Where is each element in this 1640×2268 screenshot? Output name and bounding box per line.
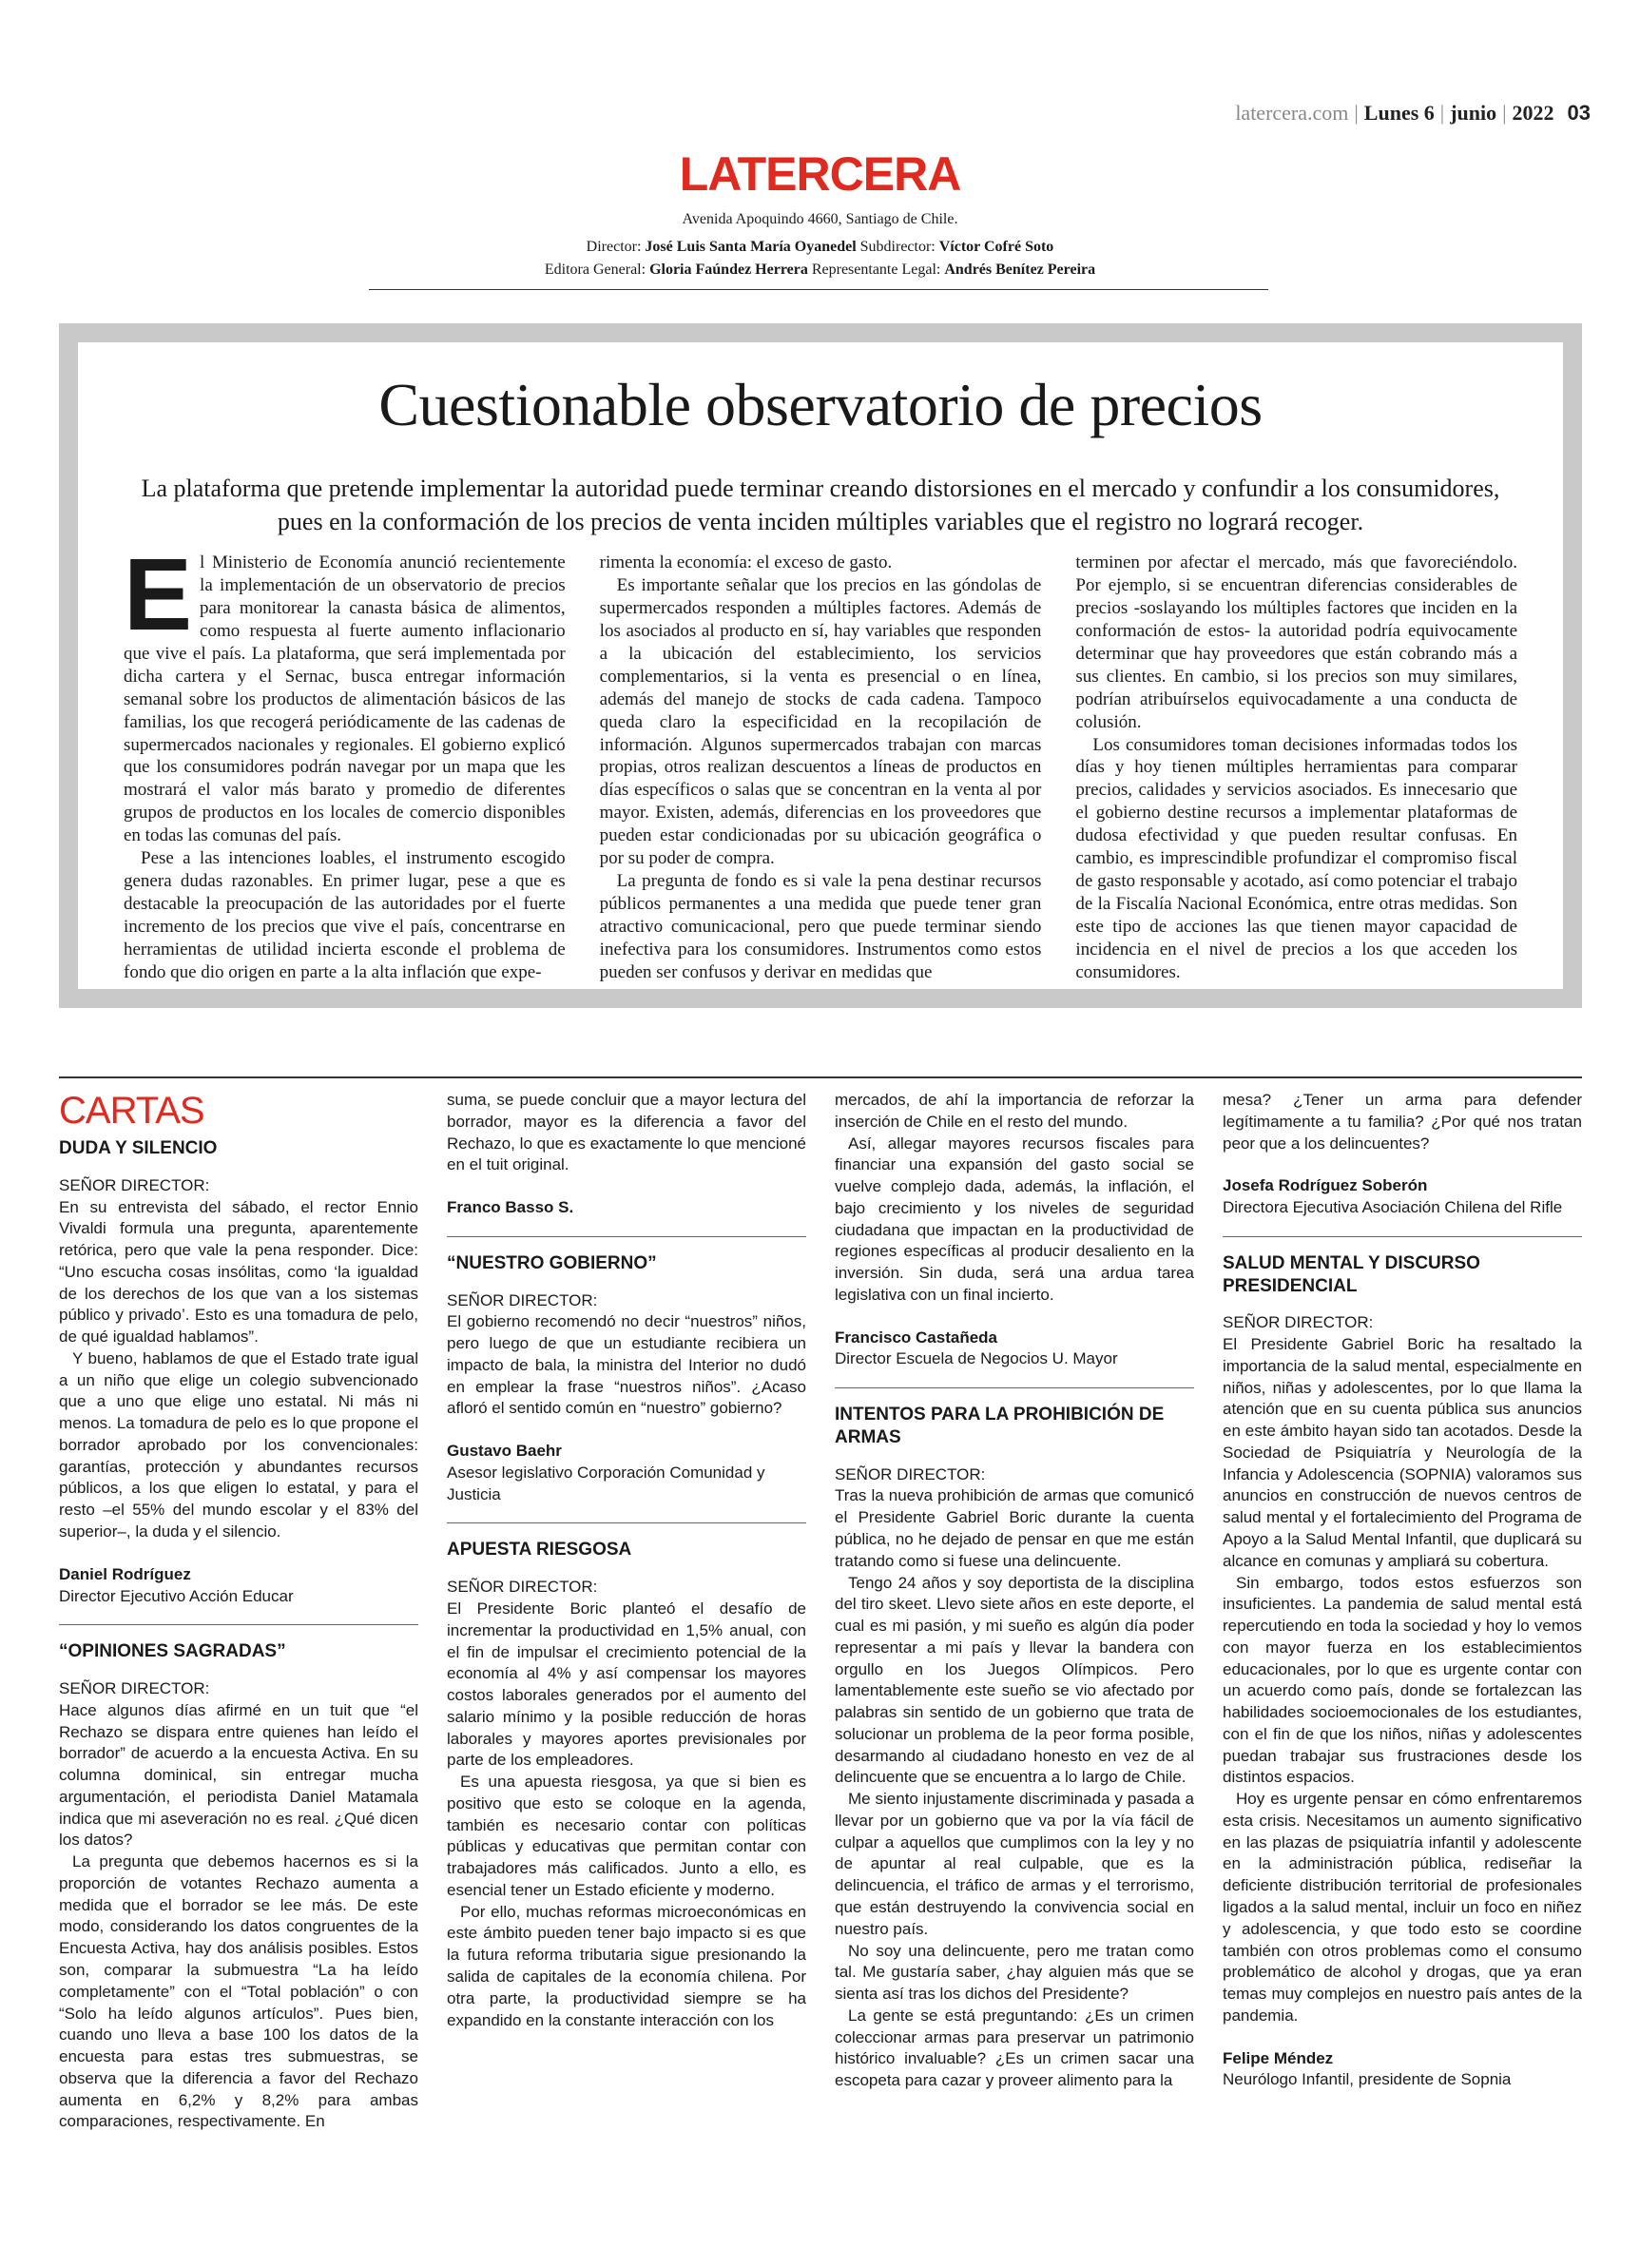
letter-signature: Josefa Rodríguez Soberón (1223, 1176, 1428, 1195)
letter-paragraph: No soy una delincuente, pero me tratan como tal. Me gustaría saber, ¿hay alguien más que se sienta así tras los dichos del Presidente? (835, 1941, 1194, 2004)
letter-salutation: SEÑOR DIRECTOR: (447, 1578, 598, 1597)
letter-paragraph: La gente se está preguntando: ¿Es un crimen coleccionar armas para preservar un patrimonio histórico invaluable? ¿Es un crimen sacar una escopeta para cazar y proveer alimento para la (835, 2006, 1194, 2090)
letter-salutation: SEÑOR DIRECTOR: (835, 1464, 986, 1483)
letter-title: SALUD MENTAL Y DISCURSO PRESIDENCIAL (1223, 1252, 1480, 1296)
cartas-section (59, 1090, 1582, 2133)
folio-year: 2022 (1512, 101, 1554, 125)
editorial-deck: La plataforma que pretende implementar la autoridad puede terminar creando distorsiones en el mercado y confundir a los consumidores, pues en la conformación de los precios de venta inciden múltiples variables que el registro no logrará recoger. (141, 475, 1500, 536)
editorial-paragraph (124, 536, 566, 847)
letter (59, 1640, 418, 2133)
folio-day: Lunes 6 (1363, 101, 1435, 125)
letter (1223, 1252, 1582, 2091)
letter-paragraph: Tras la nueva prohibición de armas que comunicó el Presidente Gabriel Boric durante la cuenta pública, no he dejado de pensar en que me están tratando como si fuese una delincuente. (835, 1486, 1194, 1570)
letter-salutation: SEÑOR DIRECTOR: (1223, 1313, 1374, 1332)
editorial-title: Cuestionable observatorio de precios (378, 371, 1263, 438)
editorial-column-2 (600, 552, 1042, 984)
letter-title: DUDA Y SILENCIO (59, 1138, 218, 1158)
letter-divider (1223, 1236, 1582, 1237)
letter-signature-role: Director Ejecutivo Acción Educar (59, 1586, 294, 1605)
letter (59, 1137, 418, 1607)
staff-label: Director: (586, 239, 642, 255)
letter-divider (835, 1387, 1194, 1388)
letter-paragraph: mesa? ¿Tener un arma para defender legítimamente a tu familia? ¿Por qué nos tratan peor que a los delincuentes? (1223, 1091, 1582, 1153)
letter-salutation: SEÑOR DIRECTOR: (59, 1679, 210, 1698)
staff-label: Editora General: (544, 262, 646, 278)
editorial-paragraph: terminen por afectar el mercado, más que favoreciéndolo. Por ejemplo, si se encuentran diferencias considerables de precios -soslayando los múltiples factores que inciden en la conformación de estos- la autoridad podría equivocamente determinar que hay proveedores que están cobrando más a sus clientes. En cambio, si los precios son muy similares, podrían atribuírselos equivocadamente a una conducta de colusión. (1075, 552, 1518, 732)
letter-paragraph: Es una apuesta riesgosa, ya que si bien es positivo que esto se coloque en la agenda, también es necesario contar con políticas públicas y educativas que permitan contar con trabajadores más calificados. Junto a ello, es esencial tener un Estado eficiente y moderno. (447, 1773, 806, 1899)
letter-paragraph: La pregunta que debemos hacernos es si la proporción de votantes Rechazo aumenta a medida que el borrador se lee más. De este modo, considerando los datos congruentes de la Encuesta Activa, hay dos análisis posibles. Estos son, comparar la submuestra “La ha leído completamente” con el “Total población” o con “Solo ha leído algunos artículos”. Pues bien, cuando uno lleva a base 100 los datos de la encuesta para estas tres submuestras, se observa que la diferencia a favor del Rechazo aumenta en 6,2% y 8,2% para ambas comparaciones, respectivamente. En (59, 1852, 418, 2131)
masthead-divider (369, 289, 1268, 290)
editorial-paragraph: Pese a las intenciones loables, el instrumento escogido genera dudas razonables. En primer lugar, pese a que es destacable la preocupación de las autoridades por el fuerte incremento de los precios que vive el país, concentrarse en herramientas de utilidad incierta esconde el problema de fondo que dio origen en parte a la alta inflación que expe- (124, 848, 566, 982)
letter-paragraph: Así, allegar mayores recursos fiscales para financiar una expansión del gasto social se vuelve complejo dada, además, la inflación, el bajo crecimiento y los niveles de seguridad ciudadana que impactan en la productividad de regiones específicas al producir desaliento en la inversión. Sin duda, será una ardua tarea legislativa con un final incierto. (835, 1134, 1194, 1304)
editorial-column-3 (1075, 552, 1517, 984)
letter-paragraph: El Presidente Boric planteó el desafío de incrementar la productividad en 1,5% anual, con el fin de impulsar el crecimiento potencial de la economía al 4% y así compensar los mayores costos laborales generados por el aumento del salario mínimo y la posible reducción de horas laborales y mayores aportes previsionales por parte de los empleadores. (447, 1599, 806, 1770)
letter-paragraph: En su entrevista del sábado, el rector Ennio Vivaldi formula una pregunta, aparentemente retórica, pero que vale la pena responder. Dice: “Uno escucha cosas insólitas, como ‘la igualdad de los derechos de los que van a los sistemas público y privado’. Esto es una tomadura de pelo, de qué igualdad hablamos”. (59, 1197, 418, 1347)
letter-divider (59, 1624, 418, 1625)
letter-paragraph: Me siento injustamente discriminada y pasada a llevar por un gobierno que va por la vía fácil de culpar a aquellos que cumplimos con la ley y no de apuntar al real culpable, que es la delincuencia, el tráfico de armas y el terrorismo, que están destruyendo la convivencia social en nuestro país. (835, 1790, 1194, 1938)
letter-signature-role: Director Escuela de Negocios U. Mayor (835, 1349, 1118, 1368)
editorial-column-1 (124, 536, 566, 984)
letter-paragraph: El Presidente Gabriel Boric ha resaltado la importancia de la salud mental, especialmente en niños, niñas y adolescentes, por lo que llama la atención que en su cuenta pública sus anuncios en este ámbito hayan sido tan acotados. Desde la Sociedad de Psiquiatría y Neurología de la Infancia y Adolescencia (SOPNIA) valoramos sus anuncios en construcción de nuevos centros de salud mental y el fortalecimiento del Programa de Apoyo a la Salud Mental Infantil, que duplicará su alcance en comunas y ampliará su cobertura. (1223, 1335, 1582, 1570)
letter (835, 1404, 1194, 2092)
letter-paragraph: Tengo 24 años y soy deportista de la disciplina del tiro skeet. Llevo siete años en este deporte, el cual es mi pasión, y mi sueño es algún día poder representar a mi país y llevar la bandera con orgullo en los Juegos Olímpicos. Pero lamentablemente este sueño se vio afectado por palabras sin sentido de un gobierno que trata de solucionar un problema de la peor forma posible, desarmando al ciudadano honesto en vez de al delincuente que se encuentra a lo largo de Chile. (835, 1573, 1194, 1787)
letter-paragraph: Hace algunos días afirmé en un tuit que “el Rechazo se dispara entre quienes han leído el borrador” de acuerdo a la encuesta Activa. En su columna dominical, sin entregar mucha argumentación, el periodista Daniel Matamala indica que mi aseveración no es real. ¿Qué dicen los datos? (59, 1700, 418, 1850)
letter-title: “OPINIONES SAGRADAS” (59, 1641, 286, 1662)
newspaper-logo: LATERCERA (679, 147, 961, 201)
masthead (0, 147, 1640, 281)
letter-salutation: SEÑOR DIRECTOR: (59, 1175, 210, 1194)
editorial-paragraph: Es importante señalar que los precios en las góndolas de supermercados responden a múltiples factores. Además de los asociados al producto en sí, hay variables que responden a la ubicación del establecimiento, los servicios complementarios, si la venta es presencial o en línea, además del manejo de stocks de cada cadena. Tampoco queda claro la especificidad en la recopilación de información. Algunos supermercados trabajan con marcas propias, otros realizan descuentos a líneas de productos en días específicos o salas que se concentran en la venta al por mayor. Existen, además, diferencias en los proveedores que pueden estar condicionadas por su ubicación geográfica o por su poder de compra. (599, 574, 1042, 869)
paragraph-text: l Ministerio de Economía anunció recientemente la implementación de un observatorio de precios para monitorear la canasta básica de alimentos, como respuesta al fuerte aumento inflacionario que vive el país. La plataforma, que será implementada por dicha cartera y el Sernac, busca entregar información semanal sobre los productos de alimentación básicos de las familias, los que recogerá periódicamente de las cadenas de supermercados nacionales y regionales. El gobierno explicó que los consumidores podrán navegar por un mapa que les mostrará el valor más barato y promedio de diferentes grupos de productos en los locales de comercio disponibles en todas las comunas del país. (124, 552, 566, 846)
letter-salutation: SEÑOR DIRECTOR: (447, 1290, 598, 1309)
letter-paragraph: El gobierno recomendó no decir “nuestros” niños, pero luego de que un estudiante recibiera un impacto de bala, la ministra del Interior no dudó en emplear la frase “nuestros niños”. ¿Acaso afloró el sentido común en “nuestro” gobierno? (447, 1312, 806, 1418)
editorial-box (59, 323, 1582, 1008)
letter-title: APUESTA RIESGOSA (447, 1540, 632, 1560)
cartas-divider (59, 1076, 1582, 1078)
letter-signature: Felipe Méndez (1223, 2048, 1334, 2067)
page-number: 03 (1567, 101, 1591, 125)
letter-paragraph: Hoy es urgente pensar en cómo enfrentaremos esta crisis. Necesitamos un aumento significativo en las plazas de psiquiatría infantil y adolescente en la administración pública, rediseñar la deficiente distribución territorial de profesionales ligados a la salud mental, incluir un foco en niñez y adolescencia, y que todo esto se coordine también con otros problemas como el consumo problemático de alcohol y drogas, que ya eran temas muy complejos en nuestro país antes de la pandemia. (1223, 1790, 1582, 2025)
letter-paragraph: Y bueno, hablamos de que el Estado trate igual a un niño que elige un colegio subvencionado que a uno que elige uno estatal. Ni más ni menos. La tomadura de pelo es lo que propone el borrador aprobado por los convencionales: garantías, protección y abundantes recursos públicos, a los que eligen lo estatal, y para el resto –el 55% del mundo escolar y el 83% del superior–, la duda y el silencio. (59, 1348, 418, 1541)
folio-month: junio (1450, 101, 1497, 125)
staff-name: Andrés Benítez Pereira (944, 262, 1096, 278)
page-folio: latercera.com | Lunes 6 | junio | 2022 03 (1235, 101, 1591, 125)
letter (447, 1539, 806, 2031)
drop-cap: E (124, 536, 193, 651)
staff-name: José Luis Santa María Oyanedel (645, 239, 857, 255)
staff-label: Subdirector: (859, 239, 936, 255)
staff-label: Representante Legal: (811, 262, 941, 278)
staff-name: Víctor Cofré Soto (938, 239, 1054, 255)
letter-paragraph: suma, se puede concluir que a mayor lectura del borrador, mayor es la diferencia a favor del Rechazo, lo que es exactamente lo que mencioné en el tuit original. (447, 1091, 806, 1174)
letter-signature-role: Directora Ejecutiva Asociación Chilena del Rifle (1223, 1198, 1563, 1217)
editorial-paragraph: Los consumidores toman decisiones informadas todos los días y hoy tienen múltiples herramientas para comparar precios, calidades y servicios asociados. Es innecesario que el gobierno destine recursos a implementar plataformas de dudosa efectividad y que pueden resultar confusas. En cambio, es imprescindible profundizar el compromiso fiscal de gasto responsable y acotado, así como potenciar el trabajo de la Fiscalía Nacional Económica, entre otras medidas. Son este tipo de acciones las que tienen mayor capacidad de incidencia en el nivel de precios a los que acceden los consumidores. (1075, 734, 1518, 982)
letter-title: “NUESTRO GOBIERNO” (447, 1252, 657, 1273)
letter-signature: Daniel Rodríguez (59, 1564, 191, 1583)
cartas-column-1 (59, 1090, 418, 2133)
cartas-column-3 (835, 1090, 1194, 2133)
letter (447, 1252, 806, 1506)
masthead-address: Avenida Apoquindo 4660, Santiago de Chile. (682, 211, 958, 227)
cartas-column-4 (1223, 1090, 1582, 2133)
masthead-staff (0, 236, 1640, 281)
letter-divider (447, 1522, 806, 1523)
staff-name: Gloria Faúndez Herrera (649, 262, 808, 278)
letter-title: INTENTOS PARA LA PROHIBICIÓN DE ARMAS (835, 1405, 1165, 1447)
letter-signature: Gustavo Baehr (447, 1442, 562, 1461)
site-url[interactable]: latercera.com (1235, 101, 1349, 125)
editorial-body (124, 536, 1518, 984)
editorial-paragraph: rimenta la economía: el exceso de gasto. (599, 552, 893, 572)
editorial-paragraph: La pregunta de fondo es si vale la pena destinar recursos públicos permanentes a una medida que puede tener gran atractivo comunicacional, pero que puede terminar siendo inefectiva para los consumidores. Instrumentos como estos pueden ser confusos y derivar en medidas que (599, 871, 1042, 982)
letter-paragraph: Sin embargo, todos estos esfuerzos son insuficientes. La pandemia de salud mental está repercutiendo en toda la sociedad y hoy lo vemos con mayor fuerza en los establecimientos educacionales, por lo que es urgente contar con un acuerdo como país, donde se fortalezcan las habilidades socioemocionales de los estudiantes, con el fin de que los niños, niñas y adolescentes puedan trabajar sus frustraciones desde los distintos espacios. (1223, 1573, 1582, 1787)
letter-paragraph: mercados, de ahí la importancia de reforzar la inserción de Chile en el resto del mundo. (835, 1091, 1194, 1131)
letter-signature: Franco Basso S. (447, 1198, 574, 1217)
letter-signature-role: Neurólogo Infantil, presidente de Sopnia (1223, 2070, 1512, 2089)
letter-divider (447, 1236, 806, 1237)
letter-signature-role: Asesor legislativo Corporación Comunidad y Justicia (447, 1463, 765, 1503)
letter-paragraph: Por ello, muchas reformas microeconómicas en este ámbito pueden tener bajo impacto si es que la futura reforma tributaria sigue presionando la salida de capitales de la economía chilena. Por otra parte, la productividad siempre se ha expandido en la constante interacción con los (447, 1902, 806, 2029)
cartas-column-2 (447, 1090, 806, 2133)
section-title: CARTAS (59, 1090, 204, 1132)
letter-signature: Francisco Castañeda (835, 1328, 998, 1347)
